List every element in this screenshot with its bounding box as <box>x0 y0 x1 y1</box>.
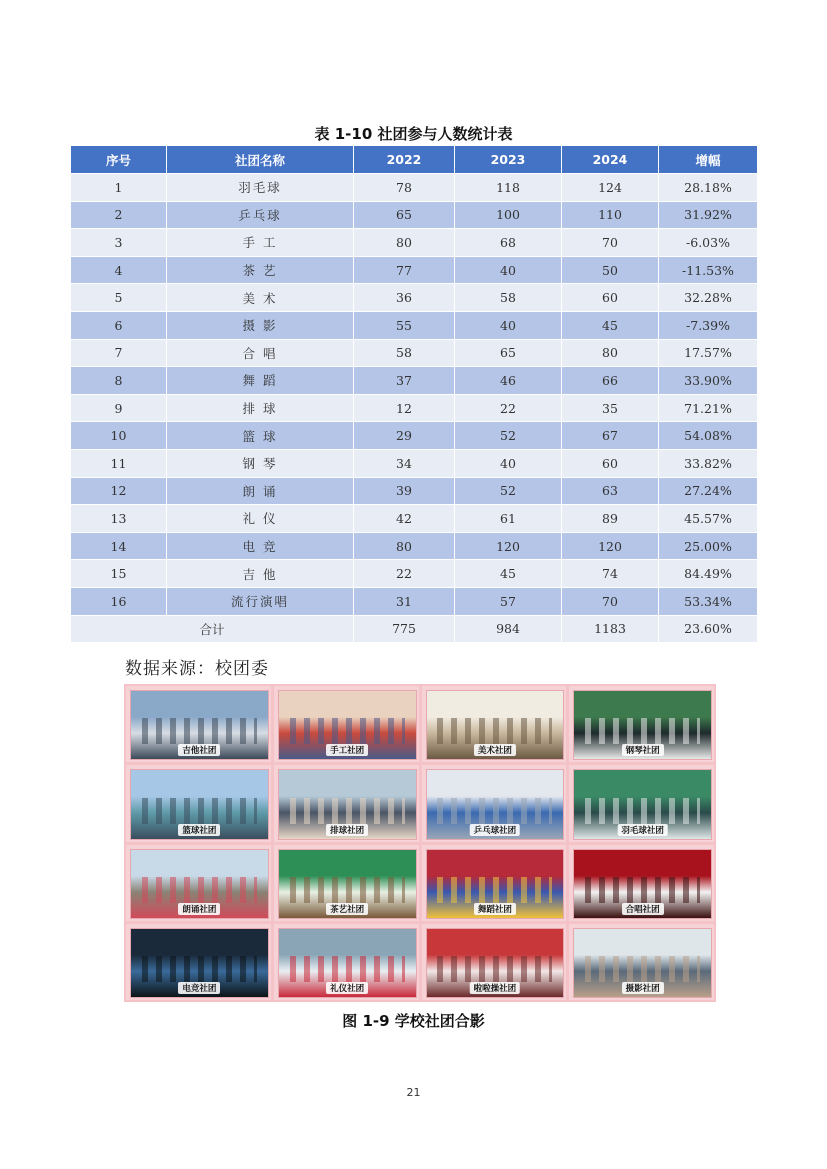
photo-caption: 舞蹈社团 <box>474 903 516 915</box>
table-row <box>71 339 758 367</box>
photo-image <box>573 849 712 919</box>
row-2023: 40 <box>455 311 562 339</box>
table-row <box>71 422 758 450</box>
table-row <box>71 394 758 422</box>
photo-figures <box>437 956 552 982</box>
row-2024: 66 <box>562 367 659 395</box>
table-row <box>71 284 758 312</box>
row-2024: 89 <box>562 505 659 533</box>
photo-figures <box>585 718 700 744</box>
row-2023: 46 <box>455 367 562 395</box>
row-index: 5 <box>71 284 167 312</box>
photo-image <box>573 928 712 998</box>
club-photo <box>126 765 271 841</box>
row-2023: 57 <box>455 587 562 615</box>
photo-image <box>426 769 565 839</box>
row-2022: 65 <box>354 201 455 229</box>
photo-figures <box>585 956 700 982</box>
club-photo <box>274 845 419 921</box>
row-2022: 42 <box>354 505 455 533</box>
row-growth: -6.03% <box>659 229 758 257</box>
header-2023: 2023 <box>455 146 562 174</box>
row-growth: 27.24% <box>659 477 758 505</box>
photo-image <box>426 690 565 760</box>
photo-caption: 乒乓球社团 <box>470 824 521 836</box>
row-club-name: 篮 球 <box>167 422 354 450</box>
row-2024: 63 <box>562 477 659 505</box>
header-index: 序号 <box>71 146 167 174</box>
photo-caption: 钢琴社团 <box>622 744 664 756</box>
club-photo-grid <box>124 684 716 1002</box>
table-total-row <box>71 615 758 643</box>
row-club-name: 乒乓球 <box>167 201 354 229</box>
photo-image <box>426 849 565 919</box>
row-2022: 22 <box>354 560 455 588</box>
table-row <box>71 505 758 533</box>
photo-figures <box>290 877 405 903</box>
table-row <box>71 477 758 505</box>
photo-figures <box>142 718 257 744</box>
row-club-name: 舞 蹈 <box>167 367 354 395</box>
row-growth: 17.57% <box>659 339 758 367</box>
club-photo <box>126 924 271 1000</box>
row-index: 16 <box>71 587 167 615</box>
photo-caption: 美术社团 <box>474 744 516 756</box>
row-2024: 70 <box>562 229 659 257</box>
photo-caption: 礼仪社团 <box>326 982 368 994</box>
row-2024: 70 <box>562 587 659 615</box>
row-2023: 120 <box>455 532 562 560</box>
table-row <box>71 560 758 588</box>
photo-figures <box>437 877 552 903</box>
club-participation-table <box>70 145 758 643</box>
header-club-name: 社团名称 <box>167 146 354 174</box>
row-club-name: 吉 他 <box>167 560 354 588</box>
photo-caption: 羽毛球社团 <box>617 824 668 836</box>
photo-figures <box>437 798 552 824</box>
row-2022: 55 <box>354 311 455 339</box>
photo-caption: 茶艺社团 <box>326 903 368 915</box>
table-title: 表 1-10 社团参与人数统计表 <box>314 125 513 143</box>
header-2022: 2022 <box>354 146 455 174</box>
table-row <box>71 229 758 257</box>
row-growth: -11.53% <box>659 256 758 284</box>
header-2024: 2024 <box>562 146 659 174</box>
table-row <box>71 367 758 395</box>
row-index: 12 <box>71 477 167 505</box>
row-index: 11 <box>71 449 167 477</box>
row-index: 10 <box>71 422 167 450</box>
row-2023: 61 <box>455 505 562 533</box>
photo-caption: 啦啦操社团 <box>470 982 521 994</box>
club-photo <box>126 686 271 762</box>
row-2024: 60 <box>562 449 659 477</box>
row-2022: 34 <box>354 449 455 477</box>
row-club-name: 朗 诵 <box>167 477 354 505</box>
table-row <box>71 449 758 477</box>
row-club-name: 美 术 <box>167 284 354 312</box>
row-growth: 28.18% <box>659 174 758 202</box>
row-growth: 31.92% <box>659 201 758 229</box>
photo-figures <box>290 956 405 982</box>
photo-image <box>130 928 269 998</box>
row-index: 13 <box>71 505 167 533</box>
row-growth: 84.49% <box>659 560 758 588</box>
row-2022: 78 <box>354 174 455 202</box>
table-row <box>71 256 758 284</box>
photo-caption: 电竞社团 <box>178 982 220 994</box>
club-photo <box>422 845 567 921</box>
photo-image <box>278 849 417 919</box>
row-2022: 37 <box>354 367 455 395</box>
club-photo <box>422 765 567 841</box>
club-photo <box>422 924 567 1000</box>
photo-figures <box>290 798 405 824</box>
total-2024: 1183 <box>562 615 659 643</box>
club-photo <box>422 686 567 762</box>
row-2023: 52 <box>455 422 562 450</box>
page-number: 21 <box>406 1086 421 1099</box>
club-photo <box>274 924 419 1000</box>
row-club-name: 摄 影 <box>167 311 354 339</box>
total-growth: 23.60% <box>659 615 758 643</box>
row-growth: 53.34% <box>659 587 758 615</box>
total-2023: 984 <box>455 615 562 643</box>
photo-caption: 吉他社团 <box>178 744 220 756</box>
photo-figures <box>437 718 552 744</box>
row-2023: 40 <box>455 449 562 477</box>
photo-image <box>573 690 712 760</box>
row-club-name: 茶 艺 <box>167 256 354 284</box>
photo-figures <box>142 877 257 903</box>
row-index: 8 <box>71 367 167 395</box>
row-index: 2 <box>71 201 167 229</box>
photo-caption: 排球社团 <box>326 824 368 836</box>
row-index: 14 <box>71 532 167 560</box>
row-index: 15 <box>71 560 167 588</box>
row-2024: 80 <box>562 339 659 367</box>
row-2024: 120 <box>562 532 659 560</box>
photo-figures <box>142 956 257 982</box>
photo-image <box>573 769 712 839</box>
club-photo <box>274 686 419 762</box>
row-index: 1 <box>71 174 167 202</box>
club-photo <box>569 686 714 762</box>
photo-image <box>278 769 417 839</box>
table-row <box>71 532 758 560</box>
table-row <box>71 201 758 229</box>
data-source-note: 数据来源：校团委 <box>125 659 269 679</box>
photo-image <box>426 928 565 998</box>
row-2023: 22 <box>455 394 562 422</box>
row-2022: 36 <box>354 284 455 312</box>
row-club-name: 钢 琴 <box>167 449 354 477</box>
row-2024: 110 <box>562 201 659 229</box>
figure-caption: 图 1-9 学校社团合影 <box>342 1012 485 1030</box>
photo-caption: 合唱社团 <box>622 903 664 915</box>
photo-figures <box>585 877 700 903</box>
row-2023: 45 <box>455 560 562 588</box>
row-growth: 32.28% <box>659 284 758 312</box>
row-index: 9 <box>71 394 167 422</box>
row-growth: 45.57% <box>659 505 758 533</box>
row-2024: 74 <box>562 560 659 588</box>
row-2023: 40 <box>455 256 562 284</box>
photo-caption: 朗诵社团 <box>178 903 220 915</box>
photo-caption: 手工社团 <box>326 744 368 756</box>
row-2023: 68 <box>455 229 562 257</box>
photo-figures <box>585 798 700 824</box>
row-2023: 118 <box>455 174 562 202</box>
row-growth: 25.00% <box>659 532 758 560</box>
table-row <box>71 311 758 339</box>
row-2022: 29 <box>354 422 455 450</box>
row-index: 4 <box>71 256 167 284</box>
row-growth: 54.08% <box>659 422 758 450</box>
row-2022: 39 <box>354 477 455 505</box>
table-row <box>71 587 758 615</box>
club-photo <box>274 765 419 841</box>
row-index: 7 <box>71 339 167 367</box>
row-2022: 80 <box>354 532 455 560</box>
photo-image <box>130 769 269 839</box>
row-2022: 58 <box>354 339 455 367</box>
row-club-name: 排 球 <box>167 394 354 422</box>
row-2023: 100 <box>455 201 562 229</box>
row-2022: 80 <box>354 229 455 257</box>
table-header-row <box>71 146 758 174</box>
photo-figures <box>142 798 257 824</box>
total-label: 合计 <box>71 615 354 643</box>
row-2022: 31 <box>354 587 455 615</box>
row-2024: 45 <box>562 311 659 339</box>
photo-image <box>130 849 269 919</box>
photo-image <box>130 690 269 760</box>
row-club-name: 手 工 <box>167 229 354 257</box>
total-2022: 775 <box>354 615 455 643</box>
photo-image <box>278 928 417 998</box>
table-row <box>71 174 758 202</box>
row-2023: 58 <box>455 284 562 312</box>
row-club-name: 电 竞 <box>167 532 354 560</box>
row-growth: 33.82% <box>659 449 758 477</box>
row-2024: 35 <box>562 394 659 422</box>
row-2022: 12 <box>354 394 455 422</box>
photo-image <box>278 690 417 760</box>
row-club-name: 合 唱 <box>167 339 354 367</box>
club-photo <box>126 845 271 921</box>
row-2022: 77 <box>354 256 455 284</box>
row-club-name: 流行演唱 <box>167 587 354 615</box>
row-2023: 52 <box>455 477 562 505</box>
row-2024: 67 <box>562 422 659 450</box>
row-2024: 124 <box>562 174 659 202</box>
row-2024: 50 <box>562 256 659 284</box>
row-growth: 71.21% <box>659 394 758 422</box>
row-growth: -7.39% <box>659 311 758 339</box>
row-2023: 65 <box>455 339 562 367</box>
row-index: 3 <box>71 229 167 257</box>
row-index: 6 <box>71 311 167 339</box>
row-growth: 33.90% <box>659 367 758 395</box>
row-club-name: 羽毛球 <box>167 174 354 202</box>
club-photo <box>569 924 714 1000</box>
club-photo <box>569 845 714 921</box>
photo-figures <box>290 718 405 744</box>
row-2024: 60 <box>562 284 659 312</box>
club-photo <box>569 765 714 841</box>
header-growth: 增幅 <box>659 146 758 174</box>
photo-caption: 摄影社团 <box>622 982 664 994</box>
photo-caption: 篮球社团 <box>178 824 220 836</box>
row-club-name: 礼 仪 <box>167 505 354 533</box>
